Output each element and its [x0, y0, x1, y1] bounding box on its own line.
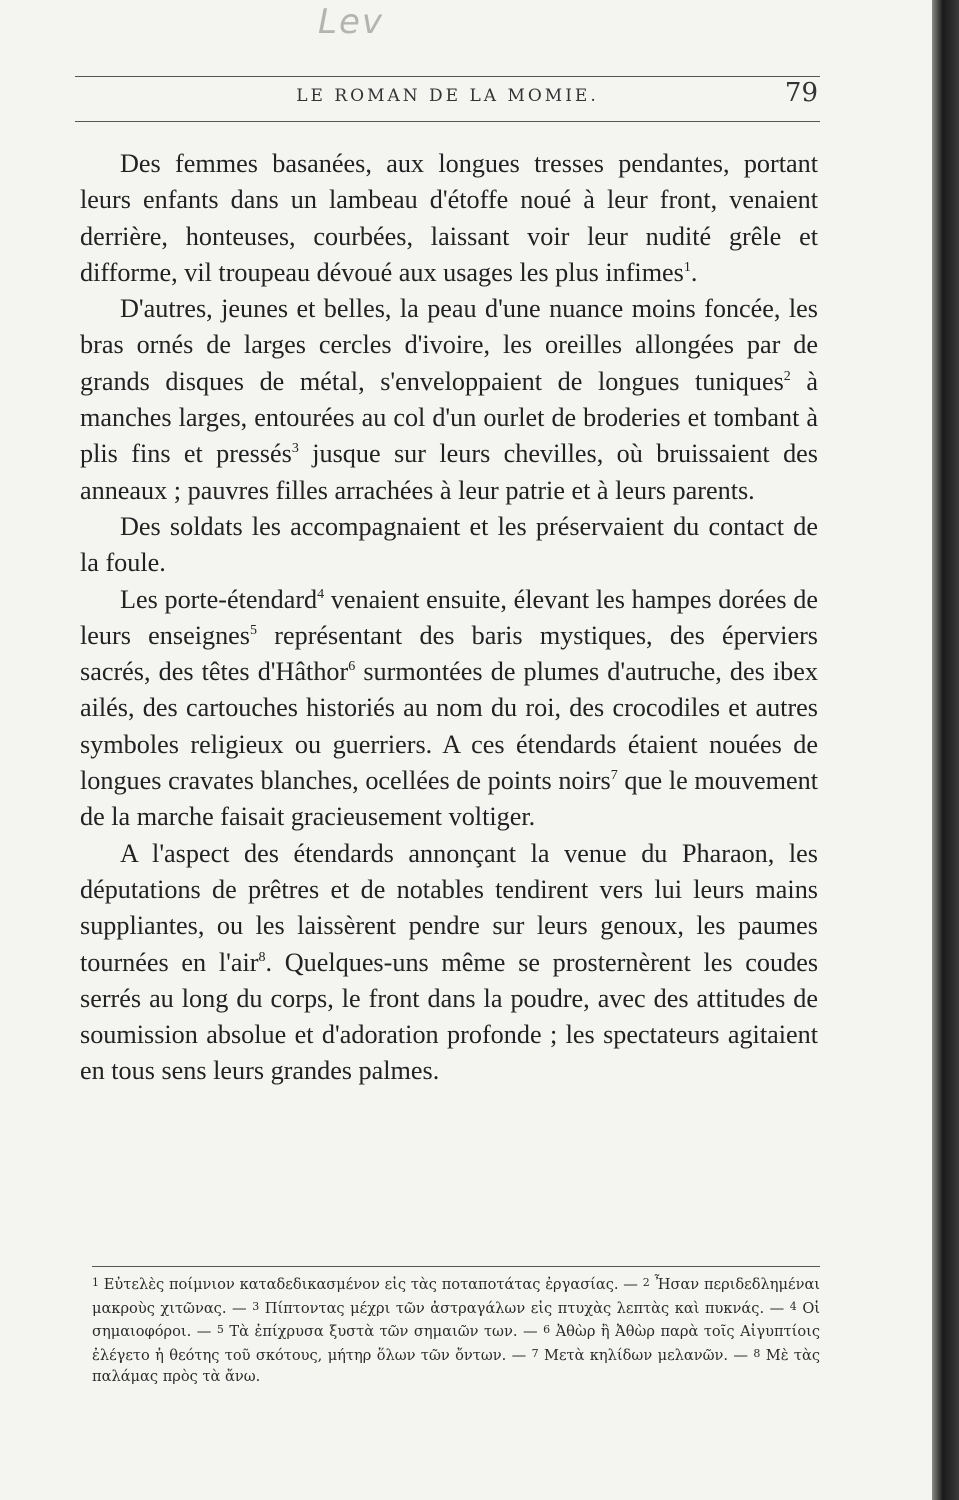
paragraph: Les porte-étendard$^4$ venaient ensuite, élevant les hampes dorées de leurs enseignes$^5$ représentant des baris mystiques, des éperviers sacrés, des têtes d'Hâthor$^6$ surmontées de plumes d'autruche, des ibex ailés, des cartouches historiés au nom du roi, des crocodiles et autres symboles religieux ou guerriers. A ces étendards étaient nouées de longues cravates blanches, ocellées de points noirs$^7$ que le mouvement de la marche faisait gracieusement voltiger.	[80, 584, 818, 832]
paragraph: D'autres, jeunes et belles, la peau d'une nuance moins foncée, les bras ornés de larges cercles d'ivoire, les oreilles allongées par de grands disques de métal, s'enveloppaient de longues tuniques$^2$ à manches larges, entourées au col d'un ourlet de broderies et tombant à plis fins et pressés$^3$ jusque sur leurs chevilles, où bruissaient des anneaux ; pauvres filles arrachées à leur patrie et à leurs parents.	[80, 294, 818, 505]
footnote-ref: 3	[291, 441, 299, 457]
footnote-rule	[92, 1266, 820, 1267]
running-title: LE ROMAN DE LA MOMIE.	[296, 86, 599, 106]
paragraph: Des soldats les accompagnaient et les préservaient du contact de la foule.	[80, 511, 818, 578]
paragraph: A l'aspect des étendards annonçant la venue du Pharaon, les députations de prêtres et de notables tendirent vers lui leurs mains suppliantes, ou les laissèrent pendre sur leurs genoux, les paumes tournées en l'air$^8$. Quelques-uns même se prosternèrent les coudes serrés au long du corps, le front dans la poudre, avec des attitudes de soumission absolue et d'adoration profonde ; les spectateurs agitaient en tous sens leurs grandes palmes.	[80, 838, 819, 1086]
footnote-ref: 7	[610, 768, 618, 784]
pencil-annotation: Lev	[318, 2, 384, 42]
header-rule-top	[75, 76, 820, 77]
footnotes	[92, 1272, 820, 1388]
footnote: $^1$ Εὐτελὲς ποίμνιον καταδεδικασμένον εἰς τὰς ποταποτάτας ἐργασίας. — $^2$ Ἦσαν περιδεδλημέναι μακροὺς χιτῶνας. — $^3$ Πίπτοντας μέχρι τῶν ἀστραγάλων εἰς πτυχὰς λεπτὰς καὶ πυκνάς. — $^4$ Οἱ σημαιοφόροι. — $^5$ Τὰ ἐπίχρυσα ξυστὰ τῶν σημαιῶν των. — $^6$ Ἀθὼρ ἢ Ἀθὼρ παρὰ τοῖς Αἰγυπτίοις ἐλέγετο ἡ θεότης τοῦ σκότους, μήτηρ ὅλων τῶν ὄντων. — $^7$ Μετὰ κηλίδων μελανῶν. — $^8$ Μὲ τὰς παλάμας πρὸς τὰ ἄνω.	[92, 1276, 821, 1385]
header-rule-bottom	[75, 121, 820, 122]
footnote-ref: 1	[683, 259, 691, 275]
paragraph: Des femmes basanées, aux longues tresses pendantes, portant leurs enfants dans un lambeau d'étoffe noué à leur front, venaient derrière, honteuses, courbées, laissant voir leur nudité grêle et difforme, vil troupeau dévoué aux usages les plus infimes$^1$.	[80, 149, 818, 287]
page-number: 79	[784, 78, 818, 108]
body-text	[80, 146, 818, 1090]
footnote-ref: 8	[258, 949, 266, 965]
footnote-ref: 4	[317, 586, 325, 602]
footnote-ref: 5	[249, 622, 257, 638]
footnote-ref: 6	[348, 659, 356, 675]
page-edge-shadow	[932, 0, 959, 1500]
footnote-ref: 2	[783, 368, 791, 384]
page-header	[75, 78, 820, 118]
